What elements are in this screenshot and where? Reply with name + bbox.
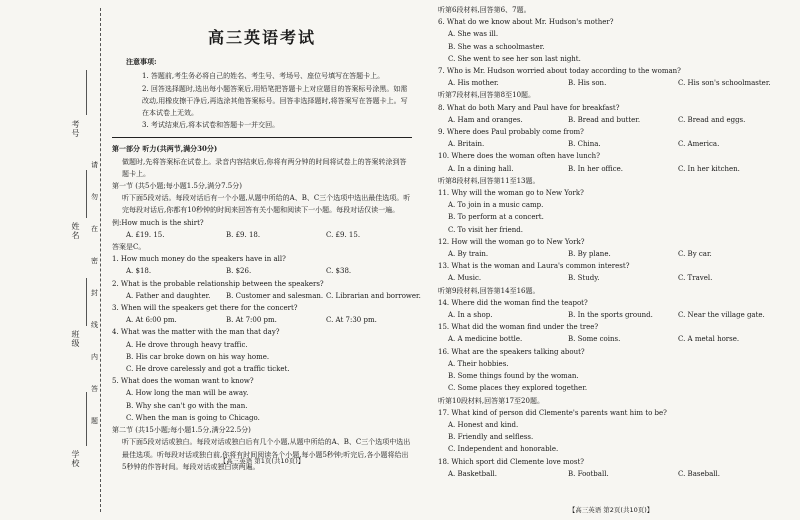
option-c: C. $38. xyxy=(326,267,352,276)
question-17-options xyxy=(438,419,784,456)
section1-heading: 第一节 (共5小题;每小题1.5分,满分7.5分) xyxy=(112,182,242,191)
option-c: C. At 7:30 pm. xyxy=(326,316,377,325)
option-a: A. She was ill. xyxy=(448,30,499,39)
option-b: B. Some things found by the woman. xyxy=(448,372,579,381)
page-2-column xyxy=(438,4,784,480)
option-c: C. She went to see her son last night. xyxy=(448,54,581,63)
option-a: A. Honest and kind. xyxy=(448,420,519,429)
option-c: C. America. xyxy=(678,140,720,149)
option-b: B. Study. xyxy=(568,274,600,283)
question-5: 5. What does the woman want to know? xyxy=(112,377,254,386)
option-a: A. In a dining hall. xyxy=(448,164,514,173)
question-1-options xyxy=(112,265,412,277)
option-a: A. Ham and oranges. xyxy=(448,115,523,124)
option-a: A. He drove through heavy traffic. xyxy=(126,340,248,349)
option-c: C. £9. 15. xyxy=(326,230,361,239)
option-c: C. He drove carelessly and got a traffic ticket. xyxy=(126,365,290,374)
binding-label-class: 班级 xyxy=(71,330,80,348)
notes-heading: 注意事项: xyxy=(126,57,157,67)
question-16: 16. What are the speakers talking about? xyxy=(438,347,585,356)
option-a: A. Basketball. xyxy=(448,469,497,478)
question-14-options xyxy=(438,309,784,321)
school-line xyxy=(86,392,87,446)
page-title: 高三英语考试 xyxy=(207,28,316,47)
option-a: A. Music. xyxy=(448,274,482,283)
example-options xyxy=(112,229,412,241)
question-11-options xyxy=(438,199,784,236)
part1-heading: 第一部分 听力(共两节,满分30分) xyxy=(112,144,218,154)
option-c: C. Independent and honorable. xyxy=(448,445,559,454)
option-b: B. She was a schoolmaster. xyxy=(448,42,545,51)
option-b: B. $26. xyxy=(226,267,252,276)
option-c: C. By car. xyxy=(678,250,712,259)
section2-heading: 第二节 (共15小题;每小题1.5分,满分22.5分) xyxy=(112,426,251,435)
question-6-options xyxy=(438,28,784,65)
question-9-options xyxy=(438,138,784,150)
question-6: 6. What do we know about Mr. Hudson's mother? xyxy=(438,18,614,27)
option-a: A. At 6:00 pm. xyxy=(126,316,177,325)
seal-line xyxy=(100,8,101,512)
seal-char: 请 xyxy=(91,161,98,169)
option-c: C. Travel. xyxy=(678,274,713,283)
note-item: 2. 回答选择题时,选出每小题答案后,用铅笔把答题卡上对应题目的答案标号涂黑。如需改动,用橡皮擦干净后,再选涂其他答案标号。回答非选择题时,将答案写在答题卡上。写在本试卷上无效。 xyxy=(142,84,408,118)
binding-label-name: 姓名 xyxy=(71,222,80,240)
option-b: B. At 7:00 pm. xyxy=(226,316,277,325)
option-a: A. Britain. xyxy=(448,140,485,149)
page-footer-left: 【高三英语 第1页(共10页)】 xyxy=(219,456,305,465)
question-18-options xyxy=(438,468,784,480)
question-15-options xyxy=(438,333,784,345)
option-a: A. £19. 15. xyxy=(126,230,165,239)
option-b: B. His car broke down on his way home. xyxy=(126,352,270,361)
option-b: B. His son. xyxy=(568,79,607,88)
option-b: B. Football. xyxy=(568,469,609,478)
option-c: C. In her kitchen. xyxy=(678,164,740,173)
seal-char: 内 xyxy=(91,353,98,361)
example-question: 例:How much is the shirt? xyxy=(112,218,204,227)
binding-margin xyxy=(0,0,108,520)
question-1: 1. How much money do the speakers have in all? xyxy=(112,255,286,264)
option-b: B. In the sports ground. xyxy=(568,311,653,320)
option-b: B. Some coins. xyxy=(568,335,621,344)
section2-intro: 听下面5段对话或独白。每段对话或独白后有几个小题,从题中所给的A、B、C三个选项中选出最佳选项。听每段对话或独白前,你将有时间阅读各个小题,每小题5秒钟;听完后,各小题将给出5秒钟的作答时间。每段对话或独白读两遍。 xyxy=(122,438,411,471)
question-18: 18. Which sport did Clemente love most? xyxy=(438,457,585,466)
seal-char: 线 xyxy=(91,321,98,329)
question-17: 17. What kind of person did Clemente's parents want him to be? xyxy=(438,408,667,417)
option-c: C. To visit her friend. xyxy=(448,225,523,234)
seal-char: 密 xyxy=(91,257,98,265)
question-16-options xyxy=(438,358,784,395)
question-3-options xyxy=(112,314,412,326)
option-a: A. By train. xyxy=(448,250,489,259)
option-a: A. Their hobbies. xyxy=(448,359,509,368)
option-b: B. Why she can't go with the man. xyxy=(126,401,248,410)
option-a: A. To join in a music camp. xyxy=(448,201,544,210)
material-9-heading: 听第9段材料,回答第14至16题。 xyxy=(438,286,540,295)
note-item: 3. 考试结束后,将本试卷和答题卡一并交回。 xyxy=(142,121,280,130)
option-a: A. His mother. xyxy=(448,79,499,88)
divider xyxy=(112,137,412,138)
option-c: C. Bread and eggs. xyxy=(678,115,746,124)
page-footer-right: 【高三英语 第2页(共10页)】 xyxy=(568,506,654,514)
page-1-column xyxy=(112,0,421,473)
exam-number-line xyxy=(86,70,87,115)
option-b: B. China. xyxy=(568,140,601,149)
example-answer: 答案是C。 xyxy=(112,243,146,252)
binding-label-exam-number: 考号 xyxy=(71,120,80,138)
seal-char: 封 xyxy=(91,289,98,297)
option-c: C. Librarian and borrower. xyxy=(326,291,421,300)
option-b: B. To perform at a concert. xyxy=(448,213,544,222)
question-5-options xyxy=(112,387,412,424)
question-13: 13. What is the woman and Laura's common interest? xyxy=(438,262,630,271)
option-b: B. By plane. xyxy=(568,250,611,259)
question-4-options xyxy=(112,339,412,376)
option-a: A. How long the man will be away. xyxy=(126,389,249,398)
option-b: B. £9. 18. xyxy=(226,230,261,239)
option-a: A. In a shop. xyxy=(448,311,493,320)
material-6-heading: 听第6段材料,回答第6、7题。 xyxy=(438,6,531,14)
material-8-heading: 听第8段材料,回答第11至13题。 xyxy=(438,176,540,185)
section1-intro: 听下面5段对话。每段对话后有一个小题,从题中所给的A、B、C三个选项中选出最佳选项。听完每段对话后,你都有10秒钟的时间来回答有关小题和阅读下一小题。每段对话仅读一遍。 xyxy=(122,194,411,215)
part1-intro: 做题时,先将答案标在试卷上。录音内容结束后,你将有两分钟的时间将试卷上的答案转涂到答题卡上。 xyxy=(122,157,407,178)
option-c: C. A metal horse. xyxy=(678,335,740,344)
question-14: 14. Where did the woman find the teapot? xyxy=(438,298,588,307)
material-10-heading: 听第10段材料,回答第17至20题。 xyxy=(438,396,544,405)
question-7-options xyxy=(438,77,784,89)
option-a: A. Father and daughter. xyxy=(126,291,211,300)
question-11: 11. Why will the woman go to New York? xyxy=(438,189,584,198)
option-b: B. Customer and salesman. xyxy=(226,291,324,300)
option-a: A. $18. xyxy=(126,267,152,276)
question-15: 15. What did the woman find under the tree? xyxy=(438,323,599,332)
note-item: 1. 答题前,考生务必将自己的姓名、考生号、考场号、座位号填写在答题卡上。 xyxy=(142,72,385,81)
option-b: B. Bread and butter. xyxy=(568,115,641,124)
question-13-options xyxy=(438,272,784,284)
question-2: 2. What is the probable relationship between the speakers? xyxy=(112,279,324,288)
option-c: C. Baseball. xyxy=(678,469,720,478)
option-b: B. In her office. xyxy=(568,164,624,173)
option-c: C. His son's schoolmaster. xyxy=(678,79,771,88)
question-10: 10. Where does the woman often have lunch? xyxy=(438,152,600,161)
question-4: 4. What was the matter with the man that day? xyxy=(112,328,280,337)
question-3: 3. When will the speakers get there for the concert? xyxy=(112,304,298,313)
question-9: 9. Where does Paul probably come from? xyxy=(438,128,584,137)
seal-char: 勿 xyxy=(91,193,98,201)
class-line xyxy=(86,278,87,326)
question-12: 12. How will the woman go to New York? xyxy=(438,237,585,246)
question-8: 8. What do both Mary and Paul have for breakfast? xyxy=(438,103,620,112)
option-b: B. Friendly and selfless. xyxy=(448,433,534,442)
question-7: 7. Who is Mr. Hudson worried about today according to the woman? xyxy=(438,67,681,76)
binding-label-school: 学校 xyxy=(71,450,80,468)
question-12-options xyxy=(438,248,784,260)
question-10-options xyxy=(438,163,784,175)
question-2-options xyxy=(112,290,421,302)
question-8-options xyxy=(438,114,784,126)
seal-notice xyxy=(91,160,98,426)
seal-char: 在 xyxy=(91,225,98,233)
option-a: A. A medicine bottle. xyxy=(448,335,523,344)
option-c: C. Near the village gate. xyxy=(678,311,765,320)
option-c: C. When the man is going to Chicago. xyxy=(126,413,260,422)
seal-char: 答 xyxy=(91,385,98,393)
name-line xyxy=(86,170,87,218)
option-c: C. Some places they explored together. xyxy=(448,384,588,393)
seal-char: 题 xyxy=(91,417,98,425)
material-7-heading: 听第7段材料,回答第8至10题。 xyxy=(438,91,536,100)
